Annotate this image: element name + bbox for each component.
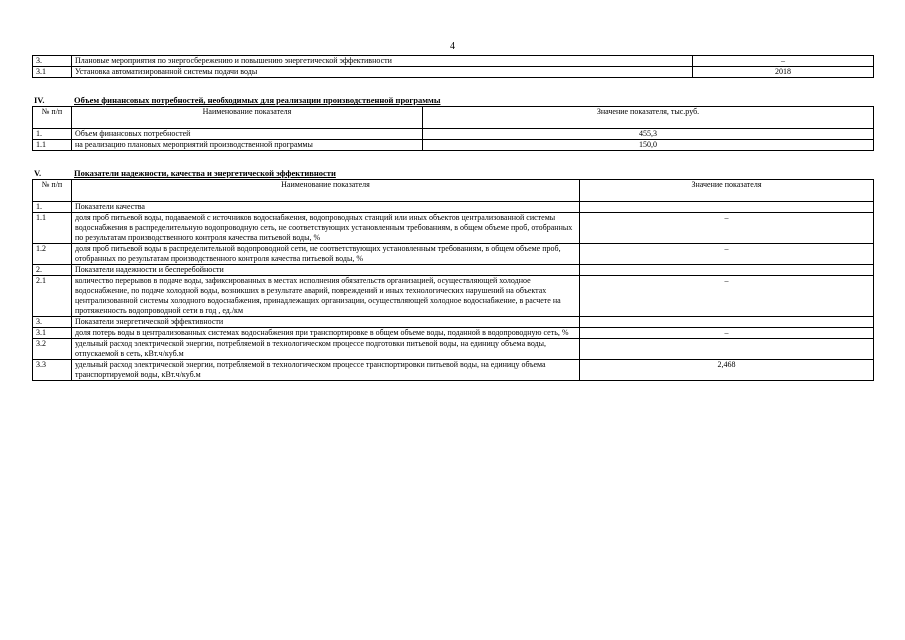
table-row <box>33 276 874 317</box>
page-number: 4 <box>450 41 455 52</box>
table-header-row <box>33 180 874 202</box>
row-number: 3. <box>33 56 72 67</box>
row-number: 2. <box>33 265 72 276</box>
section4-number: IV. <box>34 95 45 105</box>
row-value <box>580 339 874 360</box>
row-number: 2.1 <box>33 276 72 317</box>
table-row <box>33 360 874 381</box>
header-name: Наименование показателя <box>72 180 580 202</box>
row-number: 3.1 <box>33 67 72 78</box>
table-row <box>33 265 874 276</box>
row-name: удельный расход электрической энергии, потребляемой в технологическом процессе транспортировки питьевой воды, на единицу объема транспортируемой воды, кВт.ч/куб.м <box>72 360 580 381</box>
table-row <box>33 328 874 339</box>
row-name: Установка автоматизированной системы подачи воды <box>72 67 693 78</box>
table-reliability-indicators <box>32 179 874 381</box>
row-name: Плановые мероприятия по энергосбережению и повышению энергетической эффективности <box>72 56 693 67</box>
table-energy-measures <box>32 55 874 78</box>
row-name: доля проб питьевой воды в распределительной водопроводной сети, не соответствующих установленным требованиям, в общем объеме проб, отобранных по результатам производственного контроля качества питьевой воды, % <box>72 244 580 265</box>
row-name: Показатели энергетической эффективности <box>72 317 580 328</box>
row-value: 2,468 <box>580 360 874 381</box>
header-value: Значение показателя <box>580 180 874 202</box>
row-name: удельный расход электрической энергии, потребляемой в технологическом процессе подготовки питьевой воды, на единицу объема воды, отпускаемой в сеть, кВт.ч/куб.м <box>72 339 580 360</box>
row-number: 1.1 <box>33 140 72 151</box>
row-name: Показатели надежности и бесперебойности <box>72 265 580 276</box>
row-number: 1. <box>33 202 72 213</box>
row-name: доля проб питьевой воды, подаваемой с источников водоснабжения, водопроводных станций или иных объектов централизованной системы водоснабжения в распределительную водопроводную сеть, не соответствующих установленным требованиям, в общем объеме проб, отобранных по результатам производственного контроля качества питьевой воды, % <box>72 213 580 244</box>
row-value: – <box>580 244 874 265</box>
table-row <box>33 56 874 67</box>
row-value <box>580 202 874 213</box>
row-number: 3.3 <box>33 360 72 381</box>
table-row <box>33 129 874 140</box>
table-row <box>33 213 874 244</box>
row-value <box>580 317 874 328</box>
header-value: Значение показателя, тыс.руб. <box>423 107 874 129</box>
row-number: 1. <box>33 129 72 140</box>
row-value <box>580 265 874 276</box>
row-value: 150,0 <box>423 140 874 151</box>
table-row <box>33 317 874 328</box>
row-name: на реализацию плановых мероприятий производственной программы <box>72 140 423 151</box>
row-name: Показатели качества <box>72 202 580 213</box>
header-name: Наименование показателя <box>72 107 423 129</box>
row-value: – <box>580 276 874 317</box>
row-value: 455,3 <box>423 129 874 140</box>
section4-title: Объем финансовых потребностей, необходимых для реализации производственной программы <box>74 95 441 105</box>
section4-heading <box>34 95 440 105</box>
row-value: – <box>580 328 874 339</box>
row-name: доля потерь воды в централизованных системах водоснабжения при транспортировке в общем объеме воды, поданной в водопроводную сеть, % <box>72 328 580 339</box>
row-number: 1.1 <box>33 213 72 244</box>
row-value: – <box>693 56 874 67</box>
section5-heading <box>34 168 336 178</box>
header-number: № п/п <box>33 107 72 129</box>
row-value: – <box>580 213 874 244</box>
section5-title: Показатели надежности, качества и энергетической эффективности <box>74 168 336 178</box>
table-financial-needs <box>32 106 874 151</box>
table-row <box>33 67 874 78</box>
row-name: количество перерывов в подаче воды, зафиксированных в местах исполнения обязательств организацией, осуществляющей холодное водоснабжение, по подаче холодной воды, возникших в результате аварий, повреждений и иных технологических нарушений на объектах централизованной системы холодного водоснабжения, принадлежащих организации, осуществляющей холодное водоснабжение, в расчете на протяженность водопроводной сети в год , ед./км <box>72 276 580 317</box>
section5-number: V. <box>34 168 42 178</box>
table-row <box>33 244 874 265</box>
table-row <box>33 339 874 360</box>
row-number: 3.2 <box>33 339 72 360</box>
row-name: Объем финансовых потребностей <box>72 129 423 140</box>
row-number: 1.2 <box>33 244 72 265</box>
table-row <box>33 202 874 213</box>
header-number: № п/п <box>33 180 72 202</box>
table-row <box>33 140 874 151</box>
row-number: 3. <box>33 317 72 328</box>
row-value: 2018 <box>693 67 874 78</box>
table-header-row <box>33 107 874 129</box>
row-number: 3.1 <box>33 328 72 339</box>
